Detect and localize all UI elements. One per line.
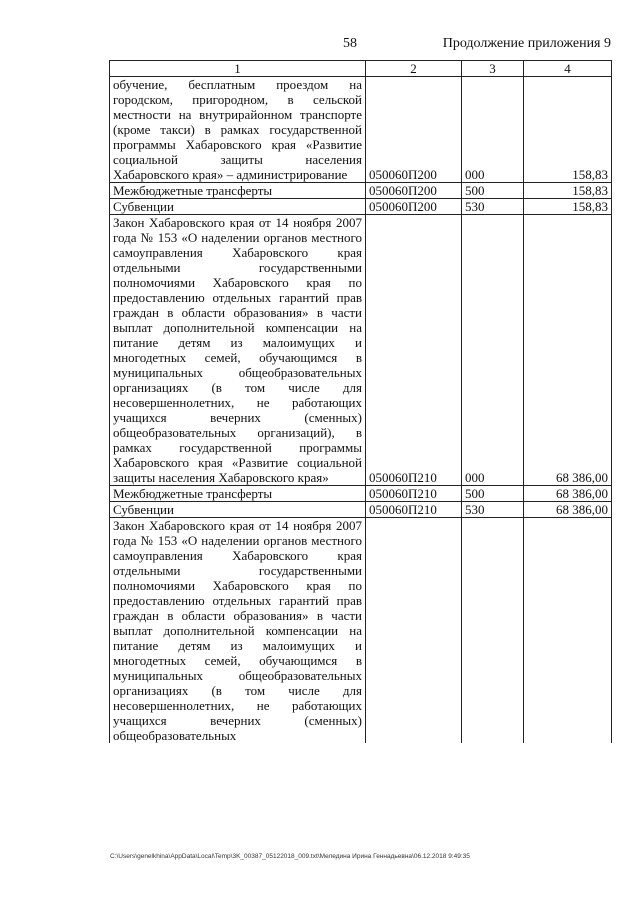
- row-type: 530: [462, 502, 524, 518]
- row-amount: 68 386,00: [524, 215, 612, 486]
- page-number: 58: [343, 36, 357, 51]
- row-amount: 158,83: [524, 77, 612, 183]
- row-amount: 158,83: [524, 199, 612, 215]
- continuation-title: Продолжение приложения 9: [442, 36, 611, 51]
- table-row: [110, 215, 612, 486]
- column-header: 2: [366, 61, 462, 77]
- row-description: Межбюджетные трансферты: [110, 486, 366, 502]
- table-row: [110, 183, 612, 199]
- row-code: 050060П200: [366, 77, 462, 183]
- row-type: [462, 518, 524, 744]
- row-amount: 68 386,00: [524, 502, 612, 518]
- row-type: 500: [462, 486, 524, 502]
- row-code: 050060П210: [366, 486, 462, 502]
- row-code: 050060П210: [366, 215, 462, 486]
- row-amount: 68 386,00: [524, 486, 612, 502]
- row-description: Межбюджетные трансферты: [110, 183, 366, 199]
- row-type: 000: [462, 215, 524, 486]
- column-header: 4: [524, 61, 612, 77]
- row-description: Закон Хабаровского края от 14 ноября 2007 года № 153 «О наделении органов местного самоуправления Хабаровского края отдельными государственными полномочиями Хабаровского края по предоставлению отдельных гарантий прав граждан в области образования» в части выплат дополнительной компенсации на питание детям из малоимущих и многодетных семей, обучающимся в муниципальных общеобразовательных организациях (в том числе для несовершеннолетних, не работающих учащихся вечерних (сменных) общеобразовательных организаций), в рамках государственной программы Хабаровского края «Развитие социальной защиты населения Хабаровского края»: [110, 215, 366, 486]
- row-description: Закон Хабаровского края от 14 ноября 2007 года № 153 «О наделении органов местного самоуправления Хабаровского края отдельными государственными полномочиями Хабаровского края по предоставлению отдельных гарантий прав граждан в области образования» в части выплат дополнительной компенсации на питание детям из малоимущих и многодетных семей, обучающимся в муниципальных общеобразовательных организациях (в том числе для несовершеннолетних, не работающих учащихся вечерних (сменных) общеобразовательных: [110, 518, 366, 744]
- row-type: 000: [462, 77, 524, 183]
- column-header: 3: [462, 61, 524, 77]
- budget-table: [109, 60, 612, 743]
- file-path-footer: C:\Users\genelkhina\AppData\Local\Temp\3K_00387_05122018_009.txt\Меледина Ирина Геннадьевна\06.12.2018 9:49:35: [110, 853, 470, 860]
- row-description: обучение, бесплатным проездом на городском, пригородном, в сельской местности на внутрирайонном транспорте (кроме такси) в рамках государственной программы Хабаровского края «Развитие социальной защиты населения Хабаровского края» – администрирование: [110, 77, 366, 183]
- row-description: Субвенции: [110, 502, 366, 518]
- row-type: 500: [462, 183, 524, 199]
- row-amount: [524, 518, 612, 744]
- table-header-row: [110, 61, 612, 77]
- row-code: 050060П210: [366, 502, 462, 518]
- row-code: [366, 518, 462, 744]
- row-type: 530: [462, 199, 524, 215]
- row-code: 050060П200: [366, 183, 462, 199]
- table-row: [110, 199, 612, 215]
- table-row: [110, 518, 612, 744]
- row-amount: 158,83: [524, 183, 612, 199]
- column-header: 1: [110, 61, 366, 77]
- table-row: [110, 77, 612, 183]
- table-row: [110, 486, 612, 502]
- row-description: Субвенции: [110, 199, 366, 215]
- row-code: 050060П200: [366, 199, 462, 215]
- table-row: [110, 502, 612, 518]
